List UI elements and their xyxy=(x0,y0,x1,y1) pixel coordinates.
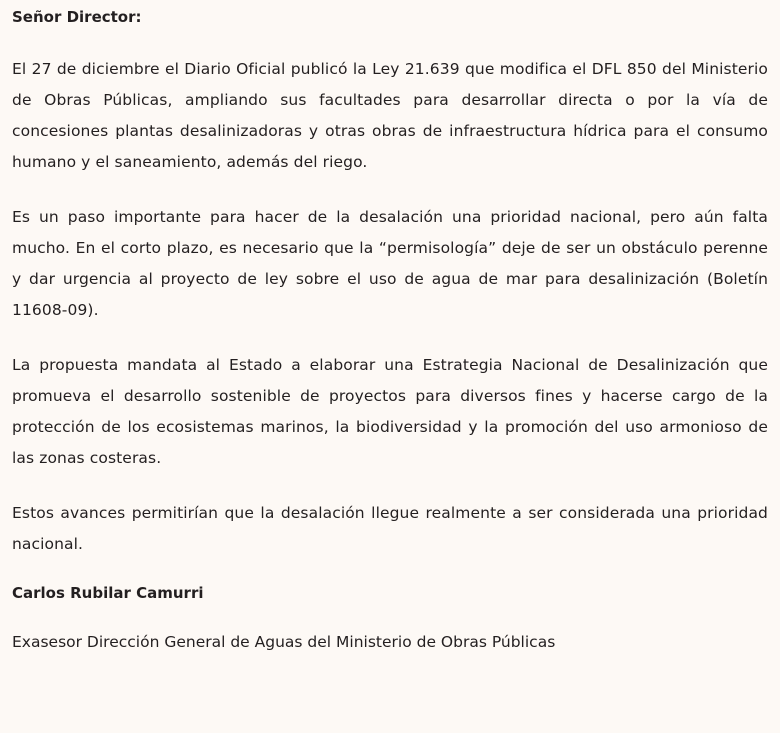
paragraph-2: Es un paso importante para hacer de la desalación una prioridad nacional, pero aún falta mucho. En el corto plazo, es necesario que la “permisología” deje de ser un obstáculo perenne y dar urgencia al proyecto de ley sobre el uso de agua de mar para desalinización (Boletín 11608-09). xyxy=(12,207,768,319)
signature-name: Carlos Rubilar Camurri xyxy=(12,583,204,602)
signature-role: Exasesor Dirección General de Aguas del Ministerio de Obras Públicas xyxy=(12,633,556,651)
paragraph-4: Estos avances permitirían que la desalación llegue realmente a ser considerada una prioridad nacional. xyxy=(12,503,768,553)
paragraph-1: El 27 de diciembre el Diario Oficial publicó la Ley 21.639 que modifica el DFL 850 del Ministerio de Obras Públicas, ampliando sus facultades para desarrollar directa o por la vía de concesiones plantas desalinizadoras y otras obras de infraestructura hídrica para el consumo humano y el saneamiento, además del riego. xyxy=(12,59,768,171)
salutation: Señor Director: xyxy=(12,8,142,26)
paragraph-3: La propuesta mandata al Estado a elaborar una Estrategia Nacional de Desalinización que promueva el desarrollo sostenible de proyectos para diversos fines y hacerse cargo de la protección de los ecosistemas marinos, la biodiversidad y la promoción del uso armonioso de las zonas costeras. xyxy=(12,355,768,467)
